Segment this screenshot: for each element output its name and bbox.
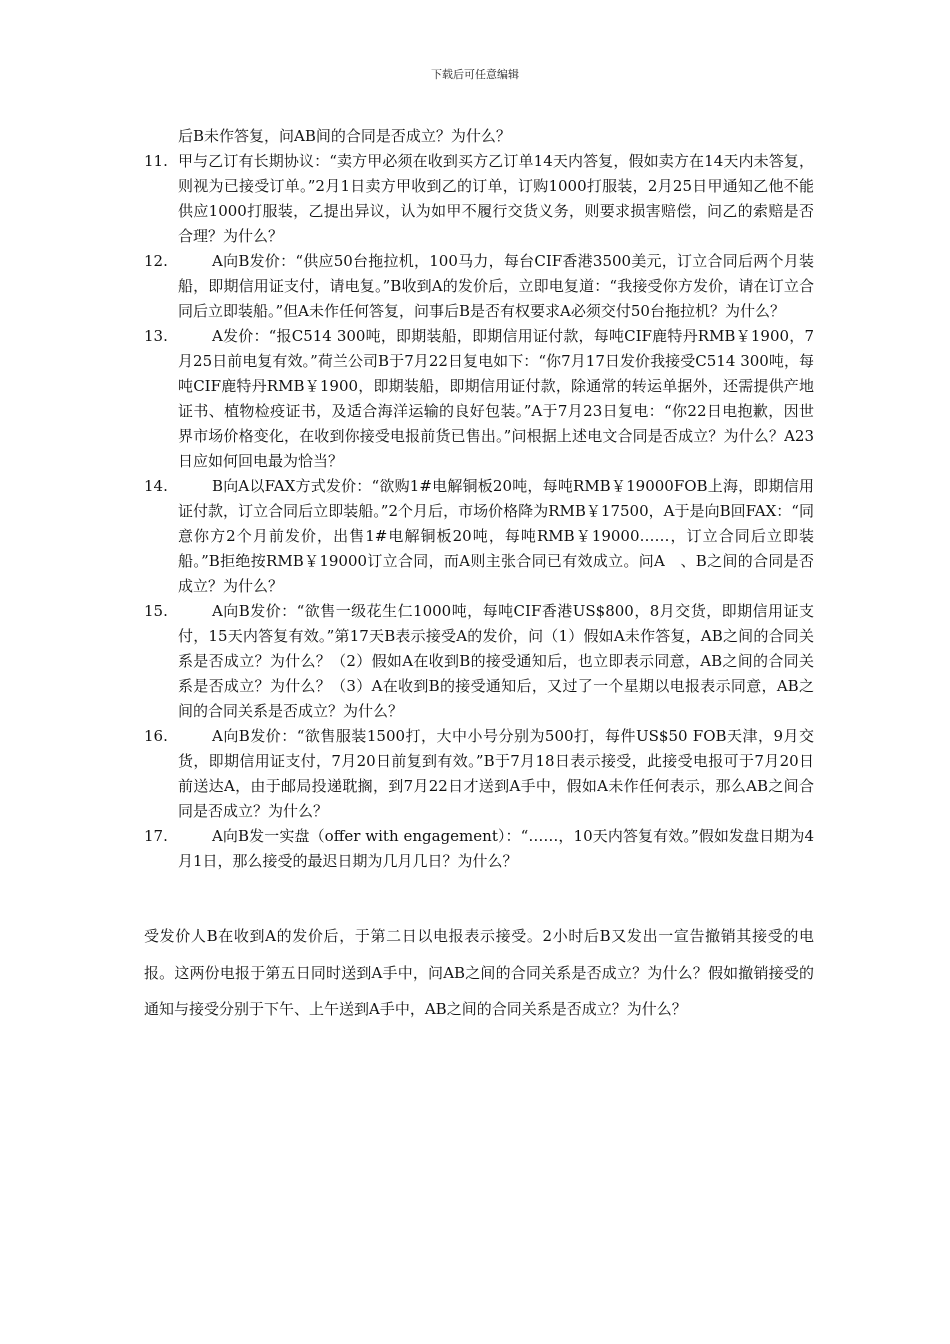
question-text: A发价：“报C514 300吨，即期装船，即期信用证付款，每吨CIF鹿特丹RMB￥1900，7月25日前电复有效。”荷兰公司B于7月22日复电如下：“你7月17日发价我接受C514 300吨，每吨CIF鹿特丹RMB￥1900，即期装船，即期信用证付款，除通常的转运单据外，还需提供产地证书、植物检疫证书，及适合海洋运输的良好包装。”A于7月23日复电：“你22日电抱歉，因世界市场价格变化，在收到你接受电报前货已售出。”问根据上述电文合同是否成立？为什么？A23日应如何回电最为恰当？ bbox=[178, 327, 814, 470]
intro-line: 后B未作答复，问AB间的合同是否成立？为什么？ bbox=[178, 127, 511, 145]
question-number: 14. bbox=[144, 477, 168, 495]
question-list bbox=[144, 124, 814, 874]
question-number: 15. bbox=[144, 602, 168, 620]
question-text: A向B发价：“欲售一级花生仁1000吨，每吨CIF香港US$800，8月交货，即期信用证支付，15天内答复有效。”第17天B表示接受A的发价，问（1）假如A未作答复，AB之间的合同关系是否成立？为什么？（2）假如A在收到B的接受通知后，也立即表示同意，AB之间的合同关系是否成立？为什么？（3）A在收到B的接受通知后，又过了一个星期以电报表示同意，AB之间的合同关系是否成立？为什么？ bbox=[178, 602, 814, 720]
question-item bbox=[144, 599, 814, 724]
question-item bbox=[144, 724, 814, 824]
question-text: A向B发一实盘（offer with engagement）：“……，10天内答复有效。”假如发盘日期为4月1日，那么接受的最迟日期为几月几日？为什么？ bbox=[178, 827, 814, 870]
page-header: 下载后可任意编辑 bbox=[431, 68, 519, 81]
question-number: 17. bbox=[144, 827, 168, 845]
question-item bbox=[144, 474, 814, 599]
question-item bbox=[144, 149, 814, 249]
question-text: A向B发价：“欲售服装1500打，大中小号分别为500打，每件US$50 FOB天津，9月交货，即期信用证支付，7月20日前复到有效。”B于7月18日表示接受，此接受电报可于7月20日前送达A，由于邮局投递耽搁，到7月22日才送到A手中，假如A未作任何表示，那么AB之间合同是否成立？为什么？ bbox=[178, 727, 814, 820]
question-number: 16. bbox=[144, 727, 168, 745]
question-number: 11. bbox=[144, 152, 168, 170]
question-number: 12. bbox=[144, 252, 168, 270]
question-text: 甲与乙订有长期协议：“卖方甲必须在收到买方乙订单14天内答复，假如卖方在14天内未答复，则视为已接受订单。”2月1日卖方甲收到乙的订单，订购1000打服装，2月25日甲通知乙他不能供应1000打服装，乙提出异议，认为如甲不履行交货义务，则要求损害赔偿，问乙的索赔是否合理？为什么？ bbox=[178, 152, 814, 245]
question-text: A向B发价：“供应50台拖拉机，100马力，每台CIF香港3500美元，订立合同后两个月装船，即期信用证支付，请电复。”B收到A的发价后，立即电复道：“我接受你方发价，请在订立合同后立即装船。”但A未作任何答复，问事后B是否有权要求A必须交付50台拖拉机？为什么？ bbox=[178, 252, 814, 320]
question-text: B向A以FAX方式发价：“欲购1#电解铜板20吨，每吨RMB￥19000FOB上海，即期信用证付款，订立合同后立即装船。”2个月后，市场价格降为RMB￥17500，A于是向B回FAX：“同意你方2个月前发价，出售1#电解铜板20吨，每吨RMB￥19000……，订立合同后立即装船。”B拒绝按RMB￥19000订立合同，而A则主张合同已有效成立。问A 、B之间的合同是否成立？为什么？ bbox=[178, 477, 814, 595]
question-item bbox=[144, 824, 814, 874]
question-item bbox=[144, 324, 814, 474]
trailing-paragraph: 受发价人B在收到A的发价后，于第二日以电报表示接受。2小时后B又发出一宣告撤销其接受的电报。这两份电报于第五日同时送到A手中，问AB之间的合同关系是否成立？为什么？假如撤销接受的通知与接受分别于下午、上午送到A手中，AB之间的合同关系是否成立？为什么？ bbox=[144, 927, 814, 1018]
question-number: 13. bbox=[144, 327, 168, 345]
question-item bbox=[144, 249, 814, 324]
